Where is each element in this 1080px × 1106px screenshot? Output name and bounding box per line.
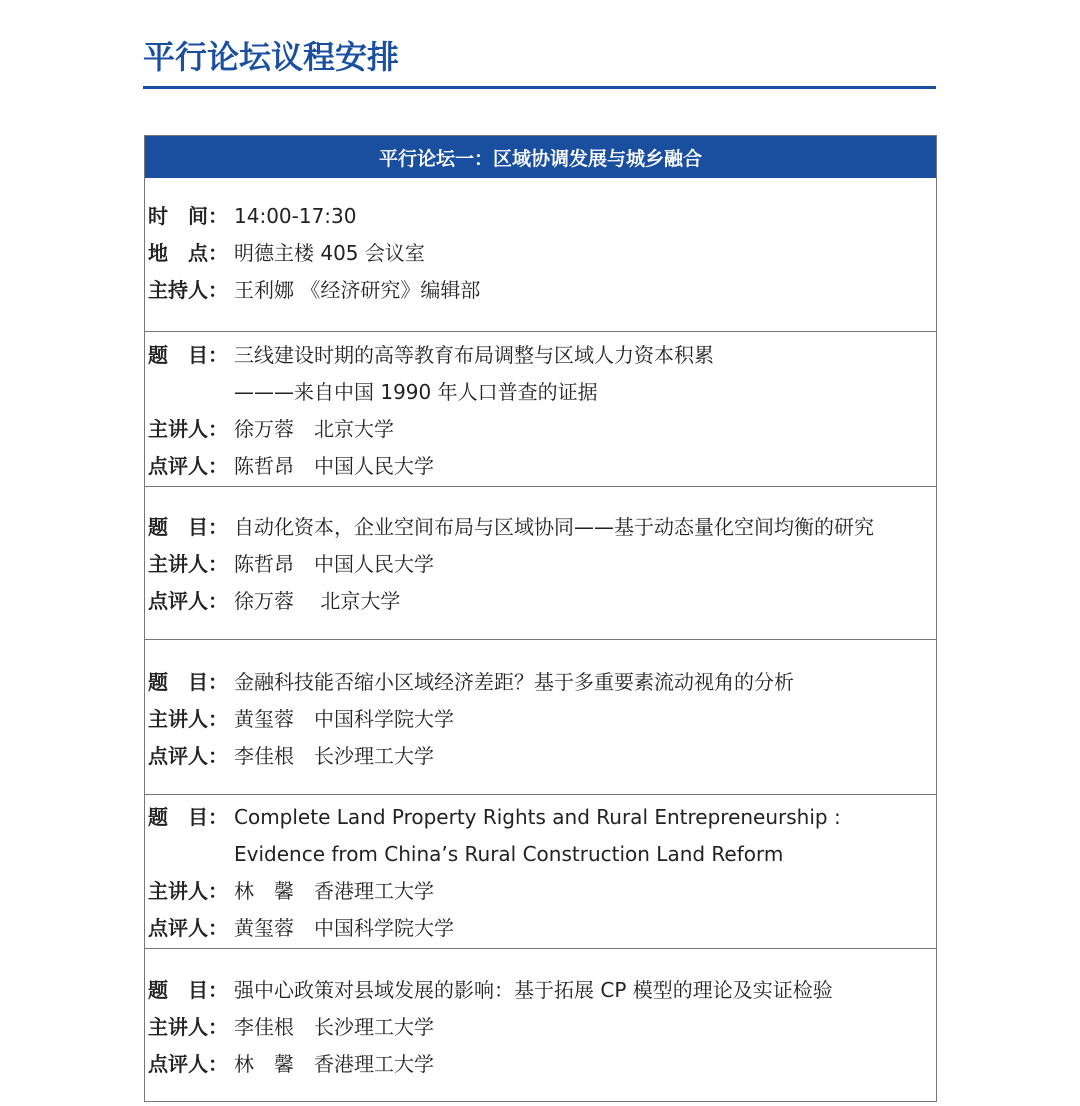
discussant-label: 点评人： (148, 916, 228, 940)
discussant-line (148, 1046, 936, 1083)
discussant-label: 点评人： (148, 589, 228, 613)
speaker-label: 主讲人： (148, 417, 228, 441)
speaker-value: 徐万蓉 北京大学 (234, 417, 394, 441)
speaker-value: 黄玺蓉 中国科学院大学 (234, 707, 454, 731)
title-label: 题 目： (148, 343, 228, 367)
discussant-label: 点评人： (148, 454, 228, 478)
location-label: 地 点： (148, 241, 228, 265)
talk-title: Complete Land Property Rights and Rural Entrepreneurship : (234, 805, 841, 829)
talk-row (145, 639, 936, 794)
info-row (145, 178, 936, 331)
title-divider (143, 86, 936, 89)
talk-row (145, 948, 936, 1101)
talk-title-line (148, 509, 936, 546)
talk-subtitle: Evidence from China’s Rural Construction Land Reform (234, 842, 784, 866)
talk-row (145, 794, 936, 948)
discussant-value: 黄玺蓉 中国科学院大学 (234, 916, 454, 940)
speaker-line (148, 1009, 936, 1046)
discussant-value: 李佳根 长沙理工大学 (234, 744, 434, 768)
speaker-label: 主讲人： (148, 1015, 228, 1039)
location-line (148, 235, 936, 272)
host-label: 主持人： (148, 278, 228, 302)
speaker-line (148, 411, 936, 448)
discussant-value: 陈哲昂 中国人民大学 (234, 454, 434, 478)
discussant-line (148, 583, 936, 620)
talk-title: 强中心政策对县域发展的影响：基于拓展 CP 模型的理论及实证检验 (234, 978, 833, 1002)
time-label: 时 间： (148, 204, 228, 228)
speaker-label: 主讲人： (148, 552, 228, 576)
discussant-value: 徐万蓉 北京大学 (234, 589, 401, 613)
talk-title-line (148, 664, 936, 701)
speaker-line (148, 873, 936, 910)
talk-row (145, 331, 936, 486)
discussant-label: 点评人： (148, 744, 228, 768)
talk-title-line (148, 972, 936, 1009)
discussant-label: 点评人： (148, 1052, 228, 1076)
time-line (148, 198, 936, 235)
talk-title-line (148, 374, 936, 411)
forum-table (144, 135, 937, 1102)
discussant-line (148, 448, 936, 485)
location-value: 明德主楼 405 会议室 (234, 241, 425, 265)
talk-title: 金融科技能否缩小区域经济差距？基于多重要素流动视角的分析 (234, 670, 794, 694)
forum-header: 平行论坛一：区域协调发展与城乡融合 (145, 135, 936, 178)
speaker-line (148, 701, 936, 738)
speaker-value: 林 馨 香港理工大学 (234, 879, 434, 903)
page-title: 平行论坛议程安排 (143, 38, 400, 76)
talk-title: 自动化资本，企业空间布局与区域协同——基于动态量化空间均衡的研究 (234, 515, 874, 539)
discussant-line (148, 910, 936, 947)
talk-row (145, 486, 936, 639)
title-label: 题 目： (148, 515, 228, 539)
speaker-line (148, 546, 936, 583)
talk-title-line (148, 799, 936, 836)
discussant-line (148, 738, 936, 775)
speaker-label: 主讲人： (148, 879, 228, 903)
talk-title-line (148, 337, 936, 374)
title-label: 题 目： (148, 978, 228, 1002)
host-value: 王利娜 《经济研究》编辑部 (234, 278, 481, 302)
talk-subtitle: ———来自中国 1990 年人口普查的证据 (234, 380, 598, 404)
title-label: 题 目： (148, 805, 228, 829)
discussant-value: 林 馨 香港理工大学 (234, 1052, 434, 1076)
speaker-value: 陈哲昂 中国人民大学 (234, 552, 434, 576)
talk-title: 三线建设时期的高等教育布局调整与区域人力资本积累 (234, 343, 714, 367)
title-label: 题 目： (148, 670, 228, 694)
speaker-value: 李佳根 长沙理工大学 (234, 1015, 434, 1039)
time-value: 14:00-17:30 (234, 204, 357, 228)
speaker-label: 主讲人： (148, 707, 228, 731)
talk-title-line (148, 836, 936, 873)
host-line (148, 272, 936, 309)
